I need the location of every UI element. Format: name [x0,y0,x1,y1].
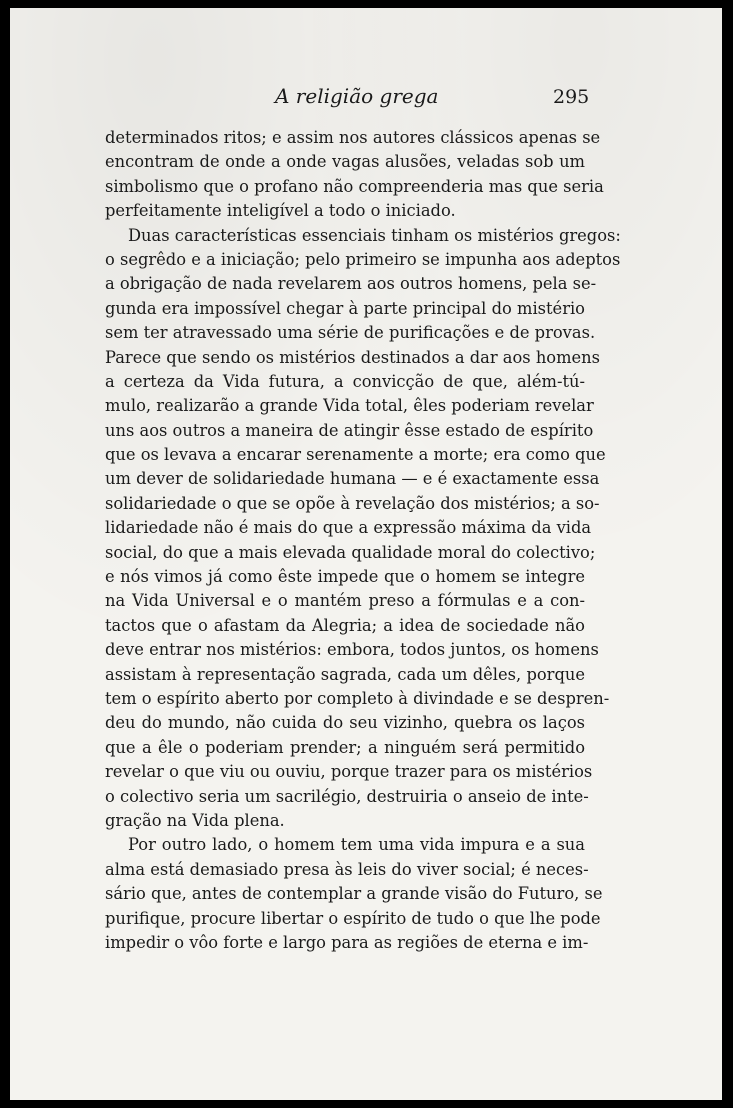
text-line: social, do que a mais elevada qualidade moral do colectivo; [105,542,596,562]
text-line: alma está demasiado presa às leis do viver social; é neces- [105,859,589,879]
text-line: uns aos outros a maneira de atingir êsse estado de espírito [105,420,594,440]
text-line: purifique, procure libertar o espírito de tudo o que lhe pode [105,908,601,928]
text-line: na Vida Universal e o mantém preso a fórmulas e a con- [105,591,585,611]
text-line: e nós vimos já como êste impede que o homem se integre [105,567,585,587]
text-line: o colectivo seria um sacrilégio, destruiria o anseio de inte- [105,786,589,806]
text-line: assistam à representação sagrada, cada um dêles, porque [105,664,585,684]
text-line: gunda era impossível chegar à parte principal do mistério [105,298,585,318]
text-line: perfeitamente inteligível a todo o iniciado. [105,201,456,221]
text-line: deve entrar nos mistérios: embora, todos juntos, os homens [105,640,599,660]
text-line: impedir o vôo forte e largo para as regiões de eterna e im- [105,932,589,952]
text-line: Parece que sendo os mistérios destinados a dar aos homens [105,347,601,367]
text-line: solidariedade o que se opõe à revelação dos mistérios; a so- [105,493,600,513]
text-line: a obrigação de nada revelarem aos outros homens, pela se- [105,274,597,294]
text-line: sem ter atravessado uma série de purificações e de provas. [105,323,596,343]
text-line: sário que, antes de contemplar a grande visão do Futuro, se [105,884,603,904]
text-line: Duas características essenciais tinham os mistérios gregos: [128,225,621,245]
text-line: um dever de solidariedade humana — e é exactamente essa [105,469,600,489]
text-line: encontram de onde a onde vagas alusões, veladas sob um [105,152,585,172]
book-page [10,8,722,1100]
running-title: A religião grega [275,84,439,108]
text-line: a certeza da Vida futura, a convicção de que, além-tú- [105,371,585,391]
text-line: tactos que o afastam da Alegria; a idea de sociedade não [105,615,585,635]
text-line: que os levava a encarar serenamente a morte; era como que [105,445,606,465]
text-line: determinados ritos; e assim nos autores clássicos apenas se [105,128,601,147]
text-line: simbolismo que o profano não compreenderia mas que seria [105,176,604,196]
body-text [105,126,621,955]
text-line: gração na Vida plena. [105,810,285,830]
text-line: Por outro lado, o homem tem uma vida impura e a sua [128,835,585,855]
text-line: revelar o que viu ou ouviu, porque trazer para os mistérios [105,762,593,782]
text-line: tem o espírito aberto por completo à divindade e se despren- [105,688,610,708]
page-number: 295 [553,86,590,108]
text-line: mulo, realizarão a grande Vida total, êles poderiam revelar [105,396,594,416]
text-line: lidariedade não é mais do que a expressão máxima da vida [105,518,592,538]
text-line: que a êle o poderiam prender; a ninguém será permitido [105,737,585,757]
text-line: deu do mundo, não cuida do seu vizinho, quebra os laços [105,713,585,733]
page-header [10,78,722,108]
text-line: o segrêdo e a iniciação; pelo primeiro se impunha aos adeptos [105,249,621,269]
